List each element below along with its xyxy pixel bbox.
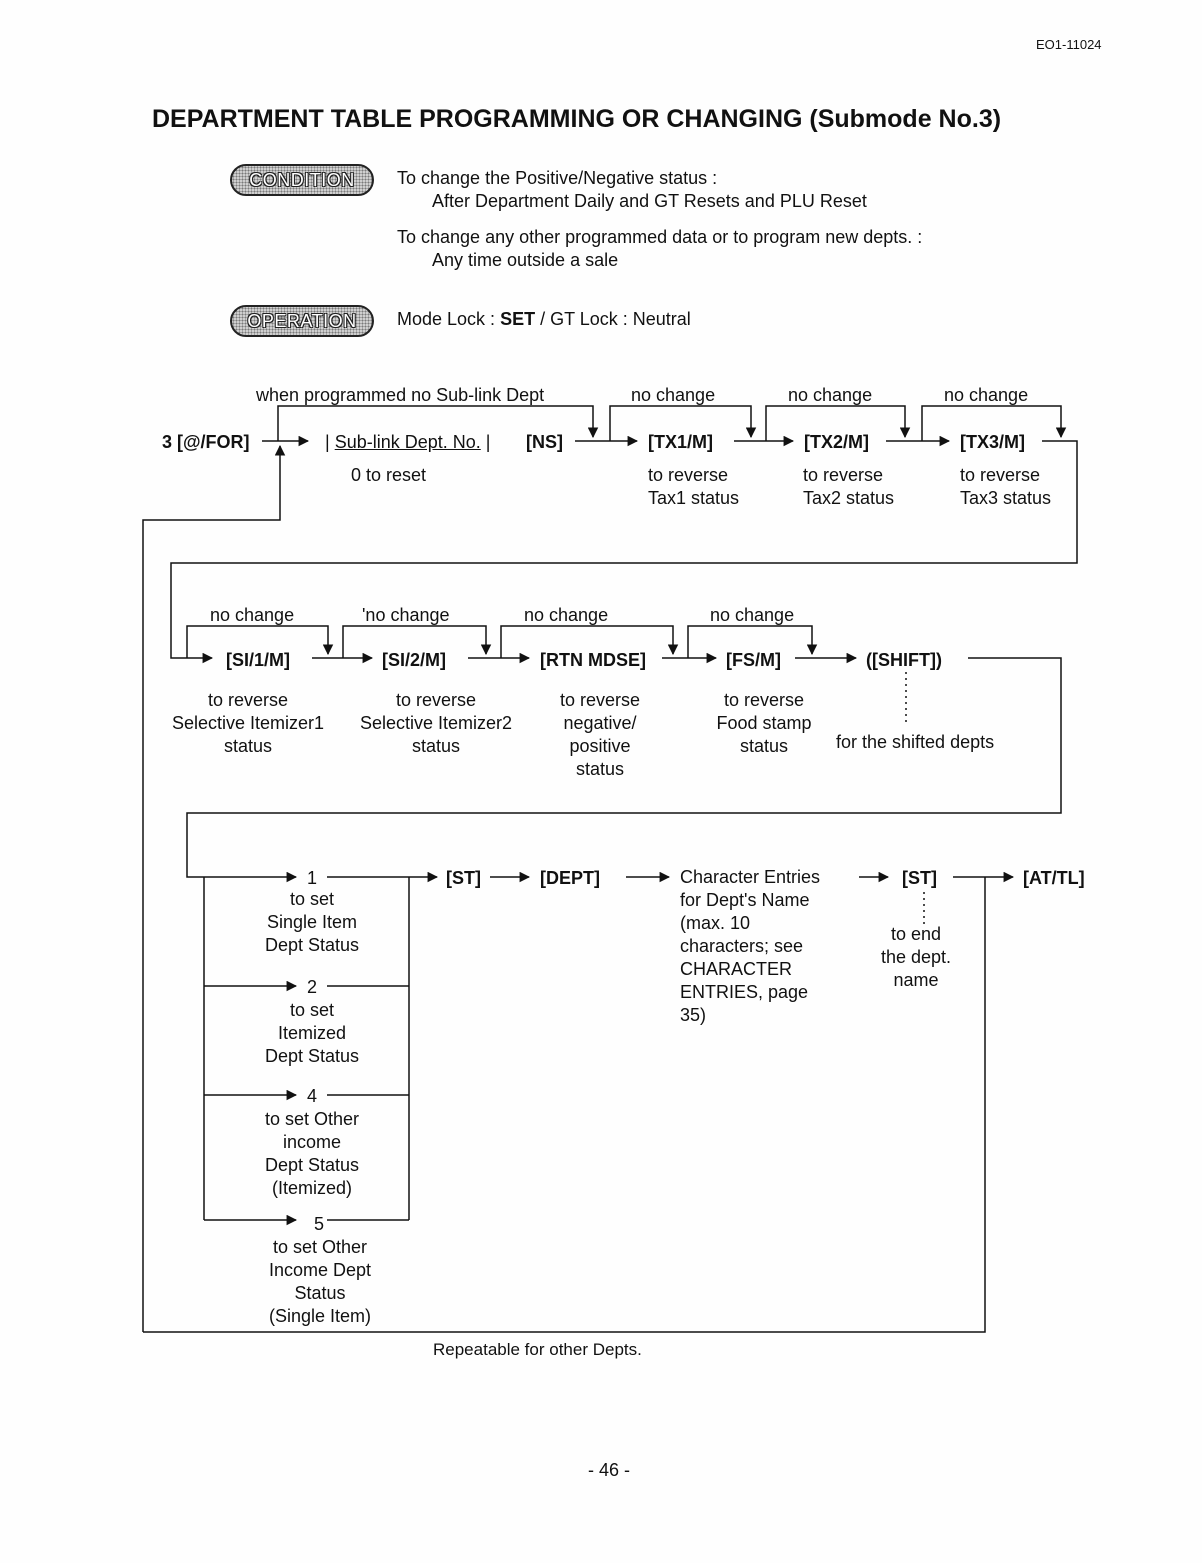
no-change-label-tx1: no change [631, 385, 716, 405]
si1-note: to reverse Selective Itemizer1 status [171, 690, 325, 756]
sublink-dept-entry: | Sub-link Dept. No. | [325, 432, 491, 452]
condition-line-2: To change any other programmed data or to program new depts. : [397, 227, 923, 247]
character-entries-note: Character Entries for Dept's Name (max. 10 characters; see CHARACTER ENTRIES, page 35) [680, 867, 821, 1025]
when-no-sublink-label: when programmed no Sub-link Dept [256, 385, 545, 405]
rtn-note: to reverse negative/ positive status [559, 690, 641, 779]
si2-key: [SI/2/M] [382, 650, 447, 670]
tx2-note-line-1: to reverse [803, 465, 884, 485]
tx2-key: [TX2/M] [804, 432, 869, 452]
start-key-at-for: 3 [@/FOR] [162, 432, 250, 452]
document-id: EO1-11024 [1036, 37, 1102, 52]
condition-line-2-sub: Any time outside a sale [432, 250, 619, 270]
tx1-note-line-2: Tax1 status [648, 488, 740, 508]
rtn-mdse-key: [RTN MDSE] [540, 650, 646, 670]
no-change-label-rtn: no change [524, 605, 609, 625]
shift-note: for the shifted depts [836, 732, 995, 752]
tx1-key: [TX1/M] [648, 432, 713, 452]
option-4-desc: to set Other income Dept Status (Itemized) [264, 1109, 360, 1198]
shift-key: ([SHIFT]) [866, 650, 942, 670]
tx3-note-line-1: to reverse [960, 465, 1041, 485]
si1-key: [SI/1/M] [226, 650, 291, 670]
no-change-label-tx2: no change [788, 385, 873, 405]
condition-badge: CONDITION [230, 164, 374, 196]
page-number: - 46 - [588, 1460, 631, 1480]
option-2-number: 2 [307, 977, 318, 997]
condition-line-1: To change the Positive/Negative status : [397, 168, 718, 188]
tx3-note-line-2: Tax3 status [960, 488, 1052, 508]
operation-badge: OPERATION [230, 305, 374, 337]
operation-text: Mode Lock : SET / GT Lock : Neutral [397, 309, 691, 329]
option-4-number: 4 [307, 1086, 318, 1106]
dept-key: [DEPT] [540, 868, 600, 888]
st-end-key: [ST] [902, 868, 937, 888]
tx2-note-line-2: Tax2 status [803, 488, 895, 508]
tx1-note-line-1: to reverse [648, 465, 729, 485]
option-5-number: 5 [314, 1214, 325, 1234]
option-2-desc: to set Itemized Dept Status [264, 1000, 360, 1066]
at-tl-key: [AT/TL] [1023, 868, 1085, 888]
no-change-label-si1: no change [210, 605, 295, 625]
no-change-label-fs: no change [710, 605, 795, 625]
si2-note: to reverse Selective Itemizer2 status [359, 690, 513, 756]
option-1-number: 1 [307, 868, 318, 888]
option-5-desc: to set Other Income Dept Status (Single Item) [268, 1237, 372, 1326]
page-title: DEPARTMENT TABLE PROGRAMMING OR CHANGING (Submode No.3) [152, 105, 1002, 133]
fs-note: to reverse Food stamp status [716, 690, 812, 756]
st-key: [ST] [446, 868, 481, 888]
tx3-key: [TX3/M] [960, 432, 1025, 452]
no-change-label-tx3: no change [944, 385, 1029, 405]
no-change-label-si2: 'no change [362, 605, 450, 625]
st-end-note: to end the dept. name [880, 924, 952, 990]
condition-line-1-sub: After Department Daily and GT Resets and PLU Reset [432, 191, 867, 211]
fs-key: [FS/M] [726, 650, 781, 670]
option-1-desc: to set Single Item Dept Status [264, 889, 360, 955]
repeatable-note: Repeatable for other Depts. [433, 1340, 642, 1359]
ns-key: [NS] [526, 432, 563, 452]
sublink-reset-note: 0 to reset [351, 465, 427, 485]
